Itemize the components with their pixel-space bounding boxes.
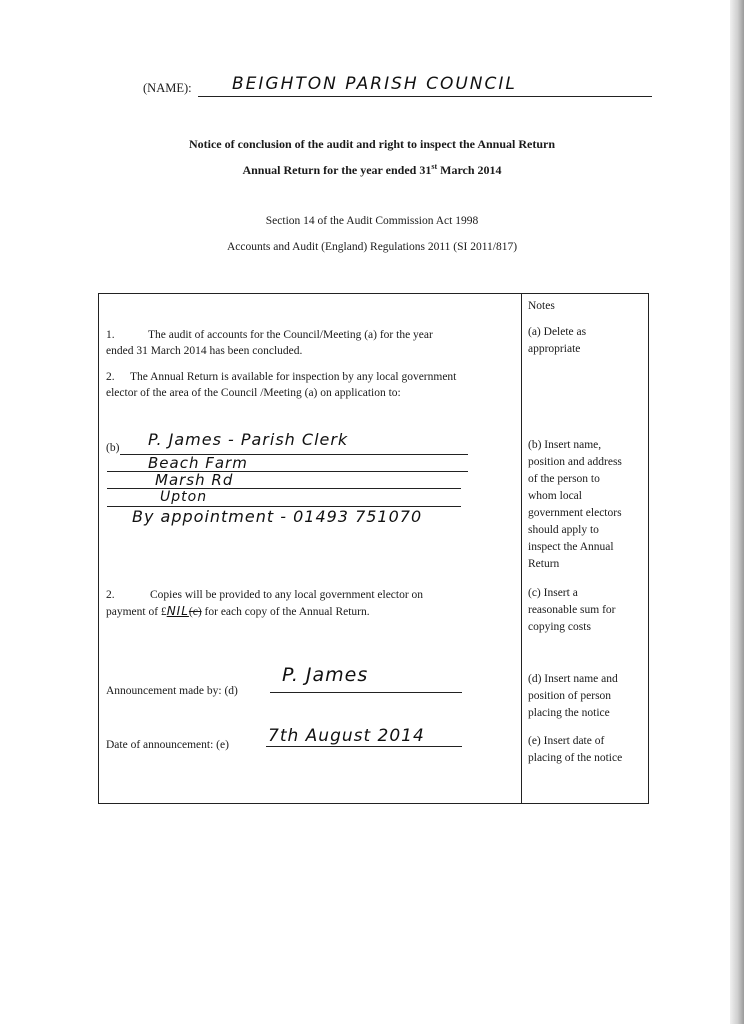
- council-name-handwritten: BEIGHTON PARISH COUNCIL: [232, 74, 517, 94]
- announcement-made-by-label: Announcement made by: (d): [106, 685, 238, 697]
- name-underline: [198, 96, 652, 97]
- legal-reference-regulations: Accounts and Audit (England) Regulations 2011 (SI 2011/817): [226, 241, 518, 253]
- contact-address-3-handwritten: Upton: [160, 489, 208, 505]
- contact-name-handwritten: P. James - Parish Clerk: [148, 430, 349, 449]
- struck-placeholder: (c): [188, 606, 202, 618]
- announcement-date-line: [266, 746, 462, 747]
- legal-reference-act: Section 14 of the Audit Commission Act 1998: [265, 215, 479, 227]
- contact-address-1-handwritten: Beach Farm: [148, 454, 248, 472]
- announcer-signature-handwritten: P. James: [282, 664, 369, 686]
- note-a: (a) Delete as appropriate: [528, 326, 587, 355]
- announcement-date-label: Date of announcement: (e): [106, 739, 229, 751]
- section-1: 1. The audit of accounts for the Council/Meeting (a) for the year ended 31 March 2014 has been concluded.: [106, 329, 433, 357]
- notice-title: Notice of conclusion of the audit and right to inspect the Annual Return: [188, 137, 556, 151]
- note-c: (c) Insert a reasonable sum for copying costs: [528, 587, 616, 633]
- notice-subtitle: Annual Return for the year ended 31st March 2014: [242, 162, 502, 177]
- contact-label: (b): [106, 442, 120, 454]
- notes-heading: Notes: [528, 300, 555, 312]
- page-edge-shadow: [730, 0, 744, 1024]
- copy-fee-handwritten: NIL: [166, 604, 189, 618]
- announcement-made-by-line: [270, 692, 462, 693]
- name-label: (NAME):: [143, 81, 192, 95]
- section-copies: 2. Copies will be provided to any local government elector on payment of £NIL(c) for each copy of the Annual Return.: [106, 589, 424, 618]
- contact-address-2-handwritten: Marsh Rd: [155, 471, 234, 489]
- announcement-date-handwritten: 7th August 2014: [268, 726, 425, 746]
- note-b: (b) Insert name, position and address of the person to whom local government electors should apply to inspect the Annual Return: [528, 439, 622, 570]
- note-d: (d) Insert name and position of person placing the notice: [528, 673, 618, 719]
- contact-appointment-handwritten: By appointment - 01493 751070: [132, 507, 423, 526]
- section-2: 2. The Annual Return is available for inspection by any local government elector of the area of the Council /Meeting (a) on application to:: [106, 371, 457, 399]
- notes-column-divider: [521, 293, 522, 804]
- note-e: (e) Insert date of placing of the notice: [528, 735, 623, 764]
